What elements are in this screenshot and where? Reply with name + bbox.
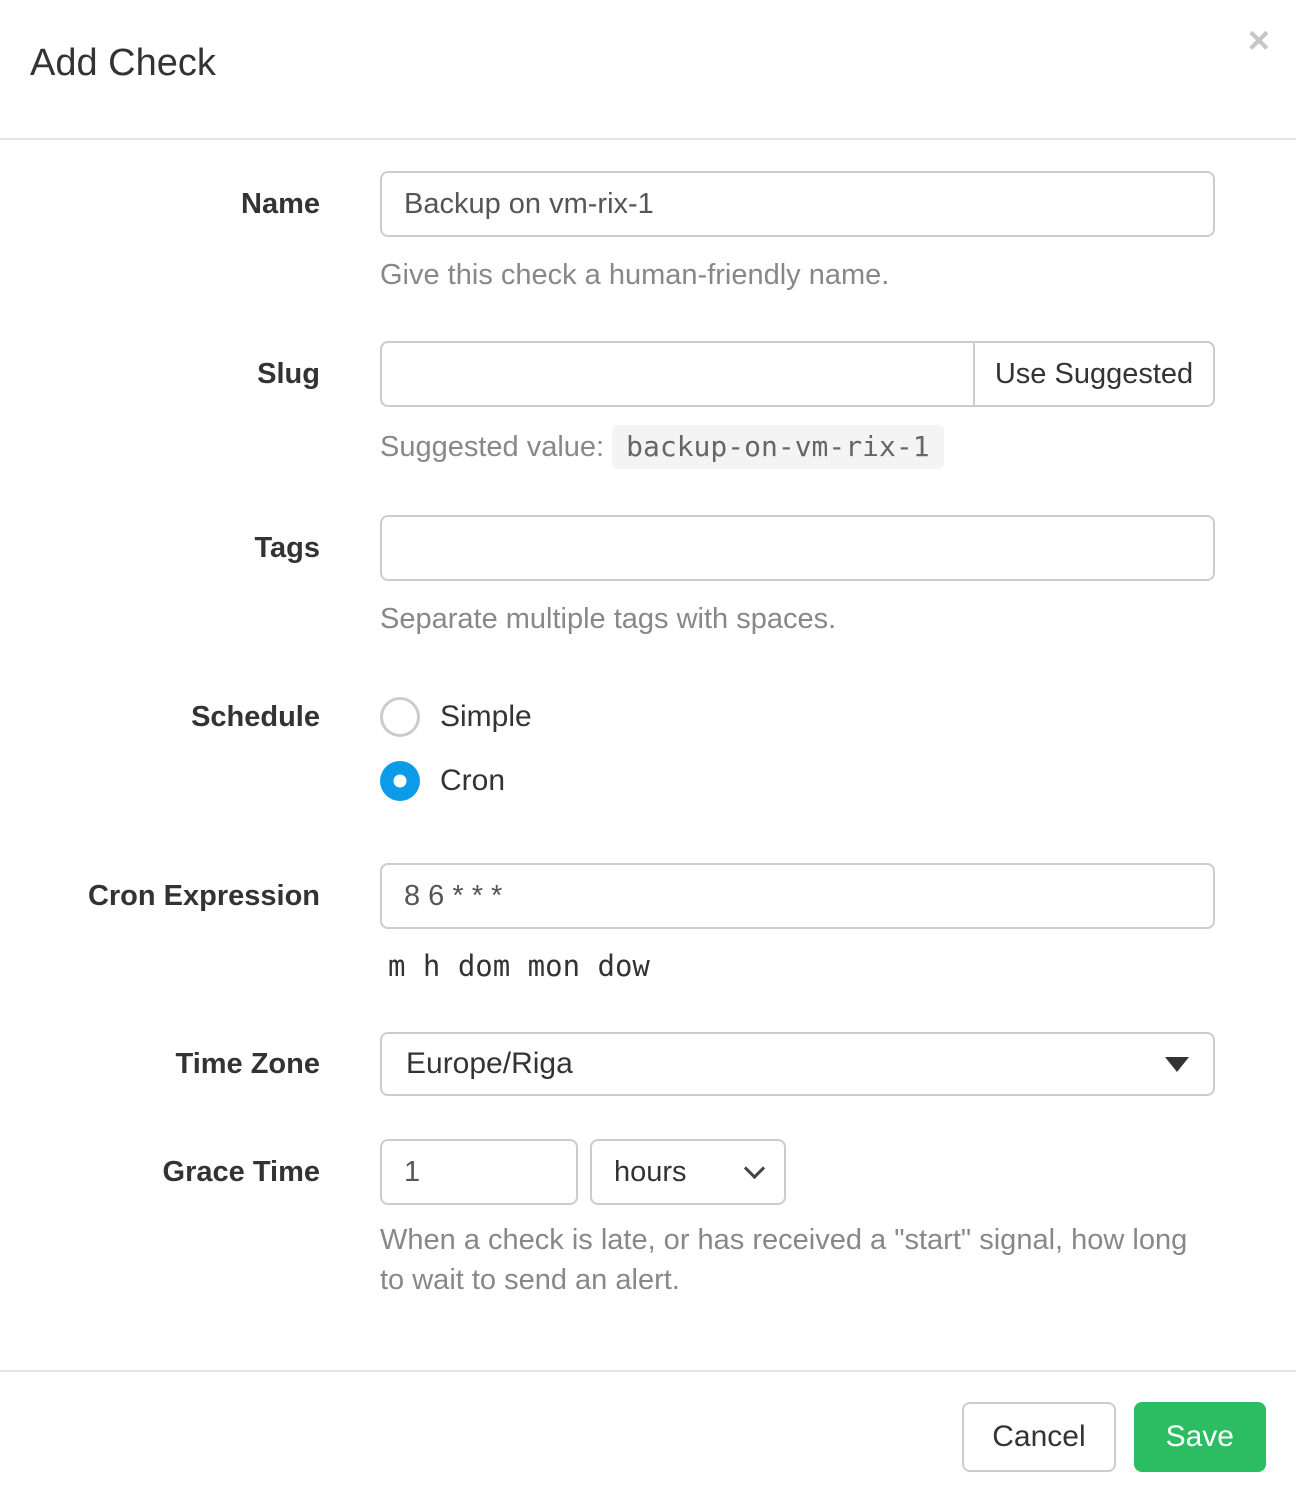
suggested-slug-value: backup-on-vm-rix-1: [612, 425, 943, 469]
grace-time-unit-select[interactable]: [590, 1139, 786, 1205]
grace-time-row: [0, 1139, 1215, 1300]
slug-input[interactable]: [380, 341, 973, 407]
name-row: [0, 171, 1215, 295]
caret-down-icon: [1165, 1057, 1189, 1072]
schedule-option-simple[interactable]: [380, 685, 1215, 749]
page-title: Add Check: [30, 42, 216, 84]
modal-header: [0, 0, 1296, 140]
cancel-button[interactable]: Cancel: [962, 1402, 1115, 1472]
use-suggested-button[interactable]: Use Suggested: [973, 341, 1215, 407]
tags-input[interactable]: [380, 515, 1215, 581]
grace-time-value-input[interactable]: [380, 1139, 578, 1205]
schedule-label: Schedule: [191, 700, 320, 733]
close-icon[interactable]: ×: [1247, 20, 1270, 62]
grace-time-unit-value: hours: [614, 1155, 687, 1188]
schedule-row: [0, 685, 1215, 813]
modal-footer: [0, 1370, 1296, 1502]
save-button[interactable]: Save: [1134, 1402, 1266, 1472]
schedule-option-cron-label: Cron: [440, 764, 506, 797]
radio-checked-icon[interactable]: [380, 761, 420, 801]
modal-body: [0, 140, 1296, 1370]
schedule-option-cron[interactable]: [380, 749, 1215, 813]
schedule-option-simple-label: Simple: [440, 700, 532, 733]
tags-help-text: Separate multiple tags with spaces.: [380, 603, 837, 635]
tags-label: Tags: [254, 531, 320, 564]
name-label: Name: [241, 187, 320, 220]
timezone-row: [0, 1032, 1215, 1096]
chevron-down-icon: [744, 1157, 765, 1178]
timezone-selected-value: Europe/Riga: [406, 1047, 573, 1080]
timezone-select[interactable]: [380, 1032, 1215, 1096]
slug-label: Slug: [257, 357, 320, 390]
name-help-text: Give this check a human-friendly name.: [380, 259, 890, 291]
radio-unchecked-icon[interactable]: [380, 697, 420, 737]
cron-fields-help-text: m h dom mon dow: [388, 949, 650, 983]
name-input[interactable]: [380, 171, 1215, 237]
slug-help-text: [380, 425, 1215, 469]
grace-time-label: Grace Time: [162, 1155, 320, 1188]
timezone-label: Time Zone: [175, 1047, 320, 1080]
cron-expression-row: [0, 863, 1215, 983]
tags-row: [0, 515, 1215, 639]
grace-time-help-text: When a check is late, or has received a "start" signal, how long to wait to send an alert.: [380, 1224, 1188, 1296]
cron-expression-label: Cron Expression: [87, 879, 320, 912]
slug-row: [0, 341, 1215, 469]
slug-help-prefix: Suggested value:: [380, 431, 605, 463]
cron-expression-input[interactable]: [380, 863, 1215, 929]
